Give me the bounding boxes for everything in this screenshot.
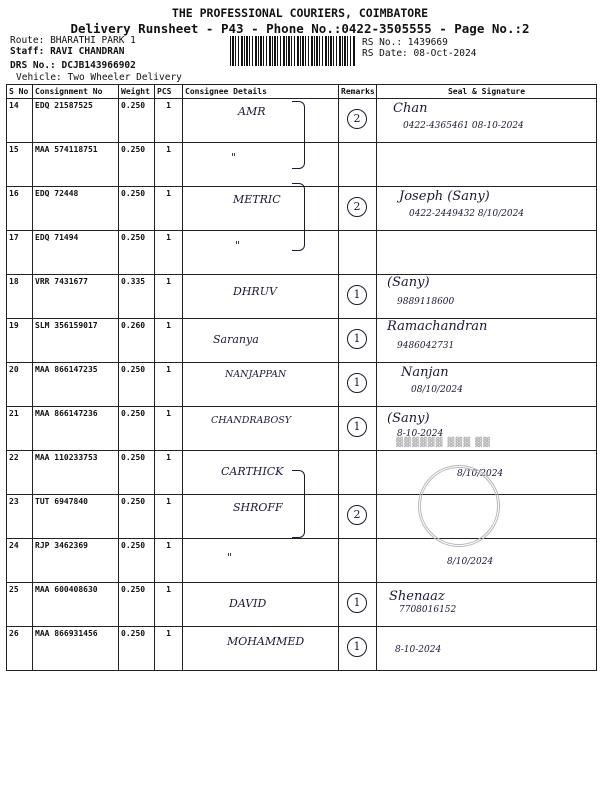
cell-weight: 0.250 (119, 363, 155, 407)
cell-remarks (339, 231, 377, 275)
table-row (7, 627, 597, 671)
cell-weight: 0.250 (119, 99, 155, 143)
cell-remarks (339, 275, 377, 319)
cell-consignee (183, 583, 339, 627)
cell-sno: 23 (7, 495, 33, 539)
cell-remarks (339, 539, 377, 583)
cell-consignee (183, 451, 339, 495)
cell-sno: 26 (7, 627, 33, 671)
route-line: Route: BHARATHI PARK 1 (10, 35, 136, 46)
cell-sno: 15 (7, 143, 33, 187)
cell-pcs: 1 (155, 143, 183, 187)
consignee-handwriting: " (235, 239, 241, 252)
cell-weight: 0.260 (119, 319, 155, 363)
cell-consignment-no: MAA 110233753 (33, 451, 119, 495)
drs-value: DCJB143966902 (61, 60, 136, 71)
cell-sno: 17 (7, 231, 33, 275)
remark-circle: 2 (347, 505, 367, 525)
remark-circle: 1 (347, 417, 367, 437)
cell-signature (377, 539, 597, 583)
cell-pcs: 1 (155, 451, 183, 495)
group-brace (292, 470, 305, 538)
signature-note: 8/10/2024 (457, 469, 504, 479)
cell-pcs: 1 (155, 231, 183, 275)
route-value: BHARATHI PARK 1 (50, 35, 136, 46)
rs-date-value: 08-Oct-2024 (413, 48, 477, 59)
consignee-handwriting: " (231, 151, 237, 164)
cell-remarks (339, 495, 377, 539)
col-consignment: Consignment No (33, 85, 119, 99)
cell-signature (377, 143, 597, 187)
cell-consignment-no: MAA 866147235 (33, 363, 119, 407)
staff-line: Staff: RAVI CHANDRAN (10, 46, 125, 57)
cell-consignee (183, 319, 339, 363)
cell-consignment-no: VRR 7431677 (33, 275, 119, 319)
cell-consignee (183, 99, 339, 143)
cell-pcs: 1 (155, 363, 183, 407)
col-weight: Weight (119, 85, 155, 99)
cell-sno: 16 (7, 187, 33, 231)
rs-no-line: RS No.: 1439669 (362, 37, 448, 48)
cell-pcs: 1 (155, 319, 183, 363)
signature-handwriting: (Sany) (387, 275, 430, 290)
cell-signature (377, 363, 597, 407)
cell-consignment-no: MAA 866931456 (33, 627, 119, 671)
cell-signature (377, 231, 597, 275)
vehicle-line: Vehicle: Two Wheeler Delivery (16, 72, 182, 83)
cell-sno: 22 (7, 451, 33, 495)
cell-consignee (183, 143, 339, 187)
cell-weight: 0.335 (119, 275, 155, 319)
cell-consignee (183, 231, 339, 275)
cell-sno: 14 (7, 99, 33, 143)
rs-no-value: 1439669 (407, 37, 448, 48)
cell-remarks (339, 363, 377, 407)
signature-note: 8-10-2024 (395, 645, 442, 655)
cell-weight: 0.250 (119, 407, 155, 451)
cell-consignment-no: MAA 866147236 (33, 407, 119, 451)
cell-consignee (183, 539, 339, 583)
cell-remarks (339, 187, 377, 231)
cell-signature (377, 275, 597, 319)
cell-consignee (183, 495, 339, 539)
cell-consignee (183, 363, 339, 407)
signature-note: 0422-2449432 8/10/2024 (409, 209, 525, 219)
consignee-handwriting: " (227, 551, 233, 564)
cell-pcs: 1 (155, 99, 183, 143)
cell-pcs: 1 (155, 275, 183, 319)
cell-sno: 21 (7, 407, 33, 451)
cell-consignment-no: EDQ 72448 (33, 187, 119, 231)
signature-note: 0422-4365461 08-10-2024 (403, 121, 524, 131)
table-row (7, 275, 597, 319)
consignee-handwriting: SHROFF (233, 501, 283, 514)
cell-pcs: 1 (155, 583, 183, 627)
cell-consignee (183, 627, 339, 671)
signature-handwriting: Joseph (Sany) (399, 189, 490, 204)
table-row (7, 583, 597, 627)
consignee-handwriting: NANJAPPAN (225, 369, 287, 380)
table-row (7, 363, 597, 407)
vehicle-value: Two Wheeler Delivery (67, 72, 182, 83)
table-row (7, 319, 597, 363)
col-sno: S No (7, 85, 33, 99)
signature-note: 9889118600 (397, 297, 455, 307)
runsheet-title: Delivery Runsheet - P43 - Phone No.:0422-3505555 - Page No.:2 (70, 21, 530, 36)
cell-consignment-no: EDQ 71494 (33, 231, 119, 275)
remark-circle: 1 (347, 373, 367, 393)
cell-sno: 24 (7, 539, 33, 583)
consignee-handwriting: DHRUV (233, 285, 277, 298)
group-brace (292, 183, 305, 251)
signature-handwriting: (Sany) (387, 411, 430, 426)
remark-circle: 2 (347, 109, 367, 129)
cell-weight: 0.250 (119, 495, 155, 539)
col-signature: Seal & Signature (377, 85, 597, 99)
consignee-handwriting: DAVID (229, 597, 267, 610)
cell-sno: 19 (7, 319, 33, 363)
signature-note: 8/10/2024 (447, 557, 494, 567)
signature-note: 7708016152 (399, 605, 457, 615)
cell-weight: 0.250 (119, 187, 155, 231)
consignee-handwriting: MOHAMMED (227, 635, 305, 648)
cell-remarks (339, 319, 377, 363)
remark-circle: 1 (347, 593, 367, 613)
signature-handwriting: Shenaaz (389, 589, 445, 604)
cell-signature (377, 187, 597, 231)
remark-circle: 1 (347, 637, 367, 657)
table-header-row (7, 85, 597, 99)
consignee-handwriting: CARTHICK (221, 465, 284, 478)
cell-consignment-no: MAA 574118751 (33, 143, 119, 187)
cell-consignment-no: EDQ 21587525 (33, 99, 119, 143)
cell-consignee (183, 187, 339, 231)
cell-signature (377, 319, 597, 363)
cell-remarks (339, 451, 377, 495)
consignee-handwriting: AMR (238, 105, 266, 118)
cell-consignment-no: RJP 3462369 (33, 539, 119, 583)
cell-pcs: 1 (155, 495, 183, 539)
cell-remarks (339, 627, 377, 671)
signature-handwriting: Ramachandran (387, 319, 488, 334)
cell-consignee (183, 407, 339, 451)
cell-signature (377, 583, 597, 627)
consignee-handwriting: Saranya (213, 333, 259, 346)
cell-signature (377, 627, 597, 671)
cell-pcs: 1 (155, 627, 183, 671)
cell-consignee (183, 275, 339, 319)
cell-sno: 18 (7, 275, 33, 319)
barcode (230, 36, 356, 66)
signature-note: 08/10/2024 (411, 385, 463, 395)
cell-signature (377, 99, 597, 143)
cell-weight: 0.250 (119, 231, 155, 275)
faint-stamp: ▓▓▓▓▓▓ ▓▓▓ ▓▓ (396, 438, 491, 448)
cell-pcs: 1 (155, 539, 183, 583)
remark-circle: 1 (347, 329, 367, 349)
company-title: THE PROFESSIONAL COURIERS, COIMBATORE (171, 6, 429, 20)
signature-note: 8-10-2024 (397, 429, 444, 439)
cell-consignment-no: SLM 356159017 (33, 319, 119, 363)
col-consignee: Consignee Details (183, 85, 339, 99)
col-pcs: PCS (155, 85, 183, 99)
cell-weight: 0.250 (119, 451, 155, 495)
signature-handwriting: Chan (393, 101, 428, 116)
consignment-table (6, 84, 597, 671)
cell-weight: 0.250 (119, 583, 155, 627)
consignee-handwriting: METRIC (233, 193, 281, 206)
cell-consignment-no: MAA 600408630 (33, 583, 119, 627)
cell-sno: 25 (7, 583, 33, 627)
cell-remarks (339, 99, 377, 143)
cell-pcs: 1 (155, 187, 183, 231)
signature-note: 9486042731 (397, 341, 455, 351)
cell-consignment-no: TUT 6947840 (33, 495, 119, 539)
col-remarks: Remarks (339, 85, 377, 99)
signature-handwriting: Nanjan (401, 365, 449, 380)
cell-sno: 20 (7, 363, 33, 407)
cell-remarks (339, 407, 377, 451)
cell-remarks (339, 583, 377, 627)
remark-circle: 1 (347, 285, 367, 305)
cell-weight: 0.250 (119, 143, 155, 187)
cell-remarks (339, 143, 377, 187)
staff-value: RAVI CHANDRAN (50, 46, 125, 57)
remark-circle: 2 (347, 197, 367, 217)
cell-weight: 0.250 (119, 539, 155, 583)
drs-line: DRS No.: DCJB143966902 (10, 60, 136, 71)
rs-date-line: RS Date: 08-Oct-2024 (362, 48, 477, 59)
round-seal (418, 465, 500, 547)
cell-weight: 0.250 (119, 627, 155, 671)
consignee-handwriting: CHANDRABOSY (211, 415, 292, 426)
cell-pcs: 1 (155, 407, 183, 451)
table-row (7, 539, 597, 583)
group-brace (292, 101, 305, 169)
